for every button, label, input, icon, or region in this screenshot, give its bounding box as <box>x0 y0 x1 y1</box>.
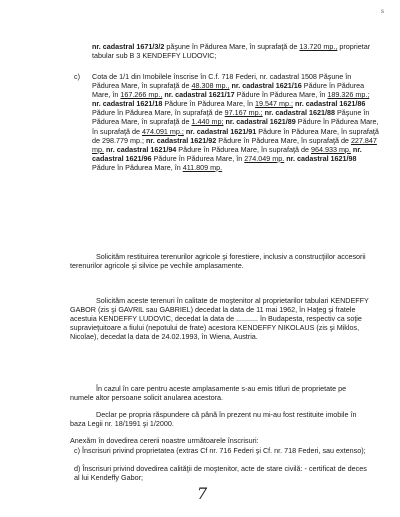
paragraph-annex: Anexăm în dovedirea cererii noastre următoarele înscrisuri: <box>70 436 259 445</box>
paragraph-titles: În cazul în care pentru aceste amplasamente s-au emis titluri de proprietate pe numele altor persoane solicit anularea acestora. <box>70 384 347 403</box>
page-number: 7 <box>197 484 208 503</box>
paragraph-declaration: Declar pe propria răspundere că până în prezent nu mi-au fost restituite imobile în baza Legii nr. 18/1991 şi 1/2000. <box>70 410 357 429</box>
item-c-label: c) <box>74 72 80 81</box>
annex-item-d: d) Înscrisuri privind dovedirea calităţii de moştenitor, acte de stare civilă: - certificat de deces al lui Kendeffy Gabor; <box>74 464 367 483</box>
paragraph-restitution: Solicităm restituirea terenurilor agricole şi forestiere, inclusiv a construcţiilor accesorii terenurilor agricole şi silvice pe vechile amplasamente. <box>70 252 366 271</box>
item-c-text: Cota de 1/1 din Imobilele înscrise în C.f. 718 Federi, nr. cadastral 1508 Păşune în Pădurea Mare, în suprafaţă de 48.308 mp., nr. cadastral 1621/16 Pădure în Pădurea Mare, în 167.266 mp., nr. cadastral 1621/17 Pădure în Pădurea Mare, în 189.326 mp.; nr. cadastral 1621/18 Pădure în Pădurea Mare, în 19.547 mp.; nr. cadastral 1621/86 Pădure în Pădurea Mare, în suprafaţă de 97.167 mp.; nr. cadastral 1621/88 Păşune în Pădurea Mare, în suprafaţă de 1.440 mp; nr. cadastral 1621/89 Pădure în Pădurea Mare, în suprafaţă de 474.091 mp.; nr. cadastral 1621/91 Pădure în Pădurea Mare, în suprafaţă de 298.779 mp.; nr. cadastral 1621/92 Pădure în Pădurea Mare, în suprafaţă de 227.847 mp. nr. cadastral 1621/94 Pădure în Pădurea Mare, în suprafaţă de 964.933 mp. nr. cadastral 1621/96 Pădure în Pădurea Mare, în 274.049 mp. nr. cadastral 1621/98 Pădure în Pădurea Mare, în 411.809 mp. <box>92 72 379 172</box>
paragraph-heirs: Solicităm aceste terenuri în calitate de moştenitor al proprietarilor tabulari KENDEFFY GABOR (zis şi GAVRIL sau GABRIEL) decedat la data de 11 mai 1962, în Haţeg şi fratele acestuia KENDEFFY LUDOVIC, decedat la data de ........... în Budapesta, respectiv ca soţie supravieţuitoare a fiului (nepotului de frate) acestora KENDEFFY NIKOLAUS (zis şi Miklos, Nicolae), decedat la data de 24.02.1993, în Wiena, Austria. <box>70 296 369 342</box>
item-b-continuation: nr. cadastral 1671/3/2 păşune în Pădurea Mare, în suprafaţă de 13.720 mp., proprietar tabular sub B 3 KENDEFFY LUDOVIC; <box>92 42 371 61</box>
annex-item-c: c) Înscrisuri privind proprietatea (extras Cf nr. 716 Federi şi Cf. nr. 718 Federi, sau extenso); <box>74 446 366 455</box>
corner-mark: s <box>381 9 384 15</box>
